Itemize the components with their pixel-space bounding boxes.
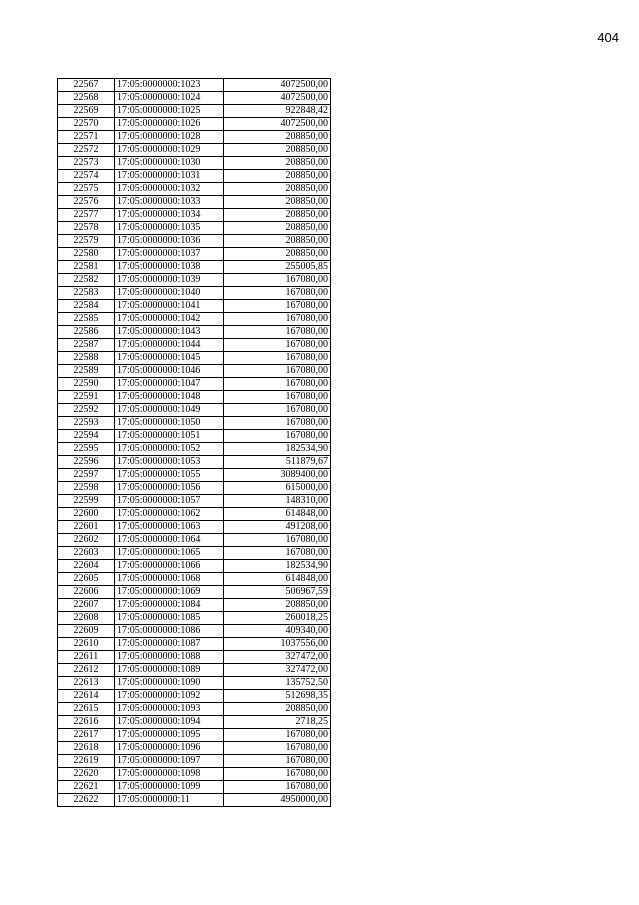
amount-cell: 167080,00 — [224, 755, 331, 768]
row-id-cell: 22575 — [58, 183, 115, 196]
amount-cell: 208850,00 — [224, 170, 331, 183]
amount-cell: 167080,00 — [224, 534, 331, 547]
table-row — [58, 794, 331, 807]
cadastral-number-cell: 17:05:0000000:1036 — [115, 235, 224, 248]
cadastral-number-cell: 17:05:0000000:1049 — [115, 404, 224, 417]
cadastral-number-cell: 17:05:0000000:1030 — [115, 157, 224, 170]
amount-cell: 512698,35 — [224, 690, 331, 703]
cadastral-number-cell: 17:05:0000000:1041 — [115, 300, 224, 313]
cadastral-number-cell: 17:05:0000000:1092 — [115, 690, 224, 703]
table-row — [58, 716, 331, 729]
row-id-cell: 22621 — [58, 781, 115, 794]
table-row — [58, 222, 331, 235]
row-id-cell: 22590 — [58, 378, 115, 391]
amount-cell: 614848,00 — [224, 573, 331, 586]
table-row — [58, 79, 331, 92]
table-row — [58, 274, 331, 287]
row-id-cell: 22591 — [58, 391, 115, 404]
amount-cell: 1037556,00 — [224, 638, 331, 651]
cadastral-number-cell: 17:05:0000000:1043 — [115, 326, 224, 339]
row-id-cell: 22614 — [58, 690, 115, 703]
amount-cell: 167080,00 — [224, 352, 331, 365]
amount-cell: 167080,00 — [224, 781, 331, 794]
amount-cell: 4072500,00 — [224, 79, 331, 92]
row-id-cell: 22601 — [58, 521, 115, 534]
row-id-cell: 22600 — [58, 508, 115, 521]
table-row — [58, 690, 331, 703]
table-row — [58, 612, 331, 625]
table-row — [58, 118, 331, 131]
table-row — [58, 287, 331, 300]
amount-cell: 511879,67 — [224, 456, 331, 469]
table-row — [58, 469, 331, 482]
row-id-cell: 22597 — [58, 469, 115, 482]
amount-cell: 182534,90 — [224, 443, 331, 456]
table-row — [58, 261, 331, 274]
row-id-cell: 22585 — [58, 313, 115, 326]
cadastral-number-cell: 17:05:0000000:1066 — [115, 560, 224, 573]
table-row — [58, 482, 331, 495]
table-row — [58, 586, 331, 599]
amount-cell: 208850,00 — [224, 196, 331, 209]
amount-cell: 167080,00 — [224, 274, 331, 287]
row-id-cell: 22611 — [58, 651, 115, 664]
row-id-cell: 22589 — [58, 365, 115, 378]
cadastral-number-cell: 17:05:0000000:1024 — [115, 92, 224, 105]
row-id-cell: 22577 — [58, 209, 115, 222]
cadastral-number-cell: 17:05:0000000:1055 — [115, 469, 224, 482]
amount-cell: 208850,00 — [224, 144, 331, 157]
cadastral-number-cell: 17:05:0000000:1023 — [115, 79, 224, 92]
cadastral-number-cell: 17:05:0000000:1046 — [115, 365, 224, 378]
amount-cell: 255005,85 — [224, 261, 331, 274]
cadastral-number-cell: 17:05:0000000:1057 — [115, 495, 224, 508]
table-row — [58, 404, 331, 417]
amount-cell: 135752,50 — [224, 677, 331, 690]
table-row — [58, 703, 331, 716]
cadastral-number-cell: 17:05:0000000:1040 — [115, 287, 224, 300]
amount-cell: 491208,00 — [224, 521, 331, 534]
amount-cell: 208850,00 — [224, 183, 331, 196]
cadastral-number-cell: 17:05:0000000:1062 — [115, 508, 224, 521]
cadastral-number-cell: 17:05:0000000:1051 — [115, 430, 224, 443]
row-id-cell: 22569 — [58, 105, 115, 118]
table-row — [58, 235, 331, 248]
cadastral-number-cell: 17:05:0000000:1047 — [115, 378, 224, 391]
amount-cell: 3089400,00 — [224, 469, 331, 482]
row-id-cell: 22602 — [58, 534, 115, 547]
cadastral-number-cell: 17:05:0000000:1087 — [115, 638, 224, 651]
table-row — [58, 755, 331, 768]
cadastral-number-cell: 17:05:0000000:1034 — [115, 209, 224, 222]
cadastral-number-cell: 17:05:0000000:1096 — [115, 742, 224, 755]
row-id-cell: 22580 — [58, 248, 115, 261]
page-number: 404 — [597, 30, 619, 45]
cadastral-number-cell: 17:05:0000000:1063 — [115, 521, 224, 534]
table-row — [58, 495, 331, 508]
row-id-cell: 22586 — [58, 326, 115, 339]
row-id-cell: 22616 — [58, 716, 115, 729]
row-id-cell: 22607 — [58, 599, 115, 612]
cadastral-number-cell: 17:05:0000000:1045 — [115, 352, 224, 365]
amount-cell: 327472,00 — [224, 664, 331, 677]
table-row — [58, 339, 331, 352]
table-row — [58, 547, 331, 560]
table-row — [58, 742, 331, 755]
row-id-cell: 22622 — [58, 794, 115, 807]
cadastral-number-cell: 17:05:0000000:1088 — [115, 651, 224, 664]
amount-cell: 506967,59 — [224, 586, 331, 599]
table-row — [58, 781, 331, 794]
row-id-cell: 22570 — [58, 118, 115, 131]
table-row — [58, 573, 331, 586]
row-id-cell: 22619 — [58, 755, 115, 768]
cadastral-number-cell: 17:05:0000000:1044 — [115, 339, 224, 352]
row-id-cell: 22612 — [58, 664, 115, 677]
table-row — [58, 534, 331, 547]
table-row — [58, 352, 331, 365]
amount-cell: 167080,00 — [224, 391, 331, 404]
table-row — [58, 677, 331, 690]
row-id-cell: 22620 — [58, 768, 115, 781]
amount-cell: 2718,25 — [224, 716, 331, 729]
cadastral-number-cell: 17:05:0000000:1042 — [115, 313, 224, 326]
amount-cell: 208850,00 — [224, 209, 331, 222]
cadastral-number-cell: 17:05:0000000:1056 — [115, 482, 224, 495]
amount-cell: 208850,00 — [224, 131, 331, 144]
amount-cell: 327472,00 — [224, 651, 331, 664]
cadastral-number-cell: 17:05:0000000:1050 — [115, 417, 224, 430]
row-id-cell: 22599 — [58, 495, 115, 508]
amount-cell: 167080,00 — [224, 326, 331, 339]
table-row — [58, 313, 331, 326]
row-id-cell: 22573 — [58, 157, 115, 170]
table-row — [58, 365, 331, 378]
amount-cell: 167080,00 — [224, 300, 331, 313]
row-id-cell: 22595 — [58, 443, 115, 456]
table-row — [58, 183, 331, 196]
table-row — [58, 664, 331, 677]
amount-cell: 208850,00 — [224, 248, 331, 261]
cadastral-number-cell: 17:05:0000000:1099 — [115, 781, 224, 794]
row-id-cell: 22609 — [58, 625, 115, 638]
table-body — [58, 79, 331, 807]
row-id-cell: 22583 — [58, 287, 115, 300]
row-id-cell: 22604 — [58, 560, 115, 573]
amount-cell: 148310,00 — [224, 495, 331, 508]
cadastral-number-cell: 17:05:0000000:1064 — [115, 534, 224, 547]
table-row — [58, 92, 331, 105]
row-id-cell: 22605 — [58, 573, 115, 586]
amount-cell: 182534,90 — [224, 560, 331, 573]
cadastral-number-cell: 17:05:0000000:1035 — [115, 222, 224, 235]
amount-cell: 167080,00 — [224, 729, 331, 742]
table-row — [58, 300, 331, 313]
row-id-cell: 22578 — [58, 222, 115, 235]
cadastral-number-cell: 17:05:0000000:1097 — [115, 755, 224, 768]
table-row — [58, 157, 331, 170]
cadastral-number-cell: 17:05:0000000:1094 — [115, 716, 224, 729]
row-id-cell: 22613 — [58, 677, 115, 690]
cadastral-number-cell: 17:05:0000000:1028 — [115, 131, 224, 144]
registry-table — [57, 78, 331, 807]
row-id-cell: 22594 — [58, 430, 115, 443]
amount-cell: 614848,00 — [224, 508, 331, 521]
amount-cell: 4072500,00 — [224, 92, 331, 105]
cadastral-number-cell: 17:05:0000000:1038 — [115, 261, 224, 274]
row-id-cell: 22610 — [58, 638, 115, 651]
cadastral-number-cell: 17:05:0000000:1069 — [115, 586, 224, 599]
cadastral-number-cell: 17:05:0000000:1089 — [115, 664, 224, 677]
row-id-cell: 22617 — [58, 729, 115, 742]
amount-cell: 167080,00 — [224, 313, 331, 326]
table-row — [58, 144, 331, 157]
table-row — [58, 521, 331, 534]
amount-cell: 167080,00 — [224, 417, 331, 430]
row-id-cell: 22592 — [58, 404, 115, 417]
cadastral-number-cell: 17:05:0000000:1098 — [115, 768, 224, 781]
table-row — [58, 378, 331, 391]
cadastral-number-cell: 17:05:0000000:1052 — [115, 443, 224, 456]
amount-cell: 167080,00 — [224, 378, 331, 391]
row-id-cell: 22588 — [58, 352, 115, 365]
row-id-cell: 22603 — [58, 547, 115, 560]
table-row — [58, 768, 331, 781]
row-id-cell: 22579 — [58, 235, 115, 248]
amount-cell: 167080,00 — [224, 430, 331, 443]
cadastral-number-cell: 17:05:0000000:1048 — [115, 391, 224, 404]
amount-cell: 208850,00 — [224, 703, 331, 716]
table-row — [58, 729, 331, 742]
table-row — [58, 638, 331, 651]
table-row — [58, 209, 331, 222]
row-id-cell: 22568 — [58, 92, 115, 105]
amount-cell: 208850,00 — [224, 157, 331, 170]
table-row — [58, 326, 331, 339]
table-row — [58, 170, 331, 183]
cadastral-number-cell: 17:05:0000000:1068 — [115, 573, 224, 586]
amount-cell: 4072500,00 — [224, 118, 331, 131]
table-row — [58, 417, 331, 430]
amount-cell: 615000,00 — [224, 482, 331, 495]
amount-cell: 208850,00 — [224, 222, 331, 235]
amount-cell: 409340,00 — [224, 625, 331, 638]
row-id-cell: 22593 — [58, 417, 115, 430]
row-id-cell: 22574 — [58, 170, 115, 183]
cadastral-number-cell: 17:05:0000000:1053 — [115, 456, 224, 469]
row-id-cell: 22608 — [58, 612, 115, 625]
cadastral-number-cell: 17:05:0000000:1065 — [115, 547, 224, 560]
amount-cell: 167080,00 — [224, 339, 331, 352]
table-row — [58, 196, 331, 209]
row-id-cell: 22587 — [58, 339, 115, 352]
table-row — [58, 443, 331, 456]
table-row — [58, 599, 331, 612]
cadastral-number-cell: 17:05:0000000:1093 — [115, 703, 224, 716]
cadastral-number-cell: 17:05:0000000:1090 — [115, 677, 224, 690]
amount-cell: 208850,00 — [224, 599, 331, 612]
row-id-cell: 22581 — [58, 261, 115, 274]
cadastral-number-cell: 17:05:0000000:1025 — [115, 105, 224, 118]
amount-cell: 167080,00 — [224, 768, 331, 781]
amount-cell: 922848,42 — [224, 105, 331, 118]
table-row — [58, 560, 331, 573]
table-row — [58, 456, 331, 469]
cadastral-number-cell: 17:05:0000000:1026 — [115, 118, 224, 131]
table-row — [58, 508, 331, 521]
row-id-cell: 22618 — [58, 742, 115, 755]
amount-cell: 260018,25 — [224, 612, 331, 625]
row-id-cell: 22576 — [58, 196, 115, 209]
table-row — [58, 651, 331, 664]
row-id-cell: 22571 — [58, 131, 115, 144]
amount-cell: 167080,00 — [224, 287, 331, 300]
row-id-cell: 22582 — [58, 274, 115, 287]
row-id-cell: 22606 — [58, 586, 115, 599]
cadastral-number-cell: 17:05:0000000:1037 — [115, 248, 224, 261]
table-row — [58, 131, 331, 144]
amount-cell: 167080,00 — [224, 742, 331, 755]
row-id-cell: 22596 — [58, 456, 115, 469]
cadastral-number-cell: 17:05:0000000:1039 — [115, 274, 224, 287]
table-row — [58, 391, 331, 404]
row-id-cell: 22584 — [58, 300, 115, 313]
row-id-cell: 22615 — [58, 703, 115, 716]
row-id-cell: 22598 — [58, 482, 115, 495]
cadastral-number-cell: 17:05:0000000:1085 — [115, 612, 224, 625]
row-id-cell: 22567 — [58, 79, 115, 92]
amount-cell: 167080,00 — [224, 365, 331, 378]
table-row — [58, 248, 331, 261]
row-id-cell: 22572 — [58, 144, 115, 157]
table-row — [58, 625, 331, 638]
cadastral-number-cell: 17:05:0000000:1029 — [115, 144, 224, 157]
cadastral-number-cell: 17:05:0000000:1031 — [115, 170, 224, 183]
cadastral-number-cell: 17:05:0000000:11 — [115, 794, 224, 807]
cadastral-number-cell: 17:05:0000000:1086 — [115, 625, 224, 638]
cadastral-number-cell: 17:05:0000000:1033 — [115, 196, 224, 209]
cadastral-number-cell: 17:05:0000000:1084 — [115, 599, 224, 612]
amount-cell: 167080,00 — [224, 404, 331, 417]
amount-cell: 208850,00 — [224, 235, 331, 248]
amount-cell: 4950000,00 — [224, 794, 331, 807]
table-row — [58, 105, 331, 118]
amount-cell: 167080,00 — [224, 547, 331, 560]
cadastral-number-cell: 17:05:0000000:1032 — [115, 183, 224, 196]
cadastral-number-cell: 17:05:0000000:1095 — [115, 729, 224, 742]
table-row — [58, 430, 331, 443]
